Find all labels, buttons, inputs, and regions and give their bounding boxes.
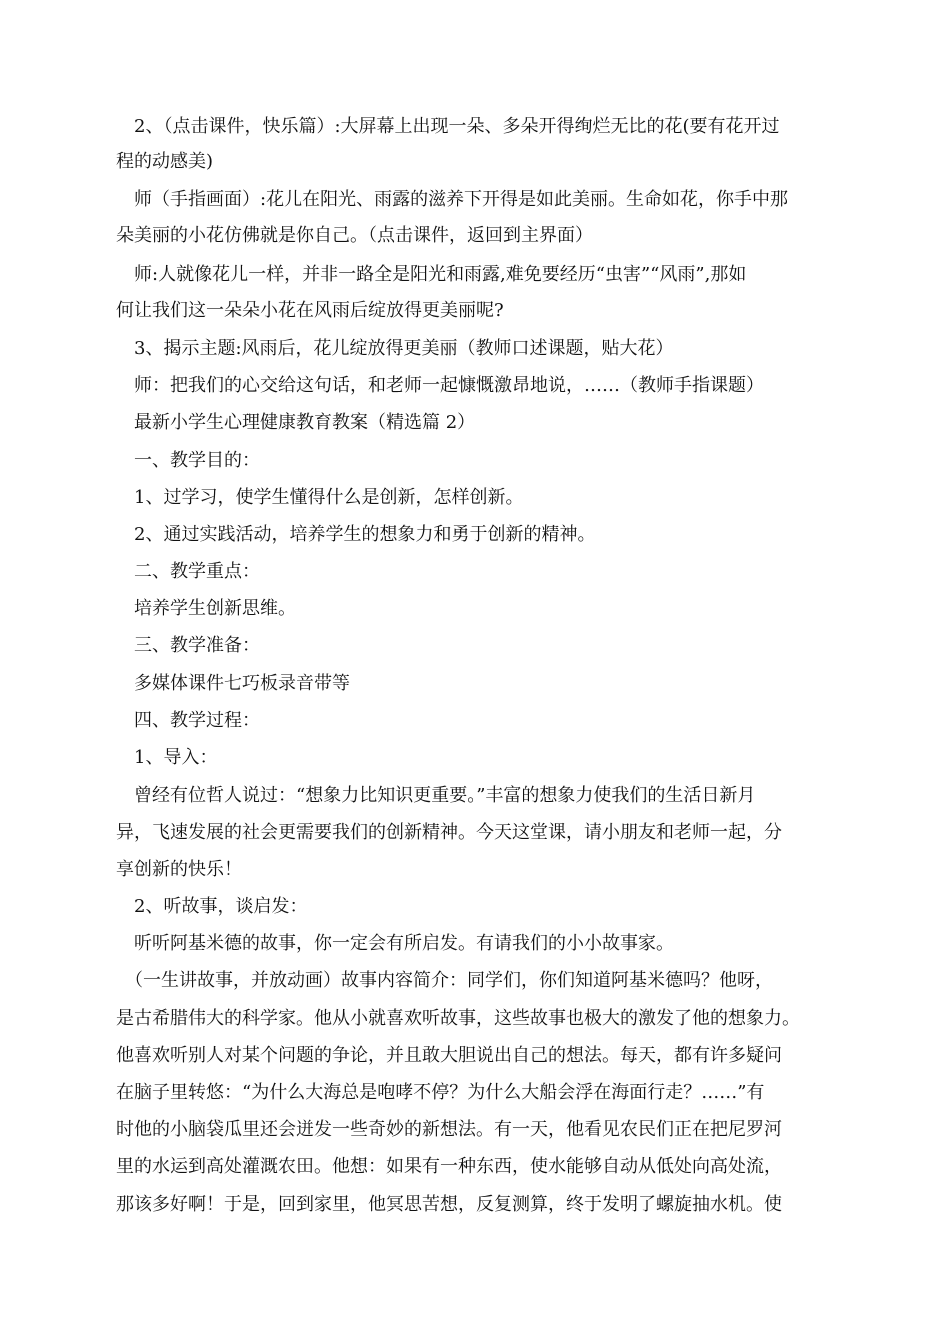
text-line: 享创新的快乐！: [116, 859, 242, 880]
text-line: 多媒体课件七巧板录音带等: [116, 673, 350, 694]
text-line: 异，飞速发展的社会更需要我们的创新精神。今天这堂课，请小朋友和老师一起，分: [116, 822, 782, 843]
text-line: 曾经有位哲人说过：“想象力比知识更重要。”丰富的想象力使我们的生活日新月: [116, 785, 756, 806]
text-line: 何让我们这一朵朵小花在风雨后绽放得更美丽呢?: [116, 300, 504, 321]
text-line: 里的水运到高处灌溉农田。他想：如果有一种东西，使水能够自动从低处向高处流，: [116, 1156, 782, 1177]
text-line: 那该多好啊！于是，回到家里，他冥思苦想，反复测算，终于发明了螺旋抽水机。使: [116, 1194, 782, 1215]
text-line: 在脑子里转悠：“为什么大海总是咆哮不停？为什么大船会浮在海面行走？……”有: [116, 1082, 765, 1103]
section-heading: 四、教学过程：: [116, 710, 260, 731]
text-line: 师：把我们的心交给这句话，和老师一起慷慨激昂地说，……（教师手指课题）: [116, 375, 764, 396]
section-heading: 三、教学准备：: [116, 635, 260, 656]
text-line: 是古希腊伟大的科学家。他从小就喜欢听故事，这些故事也极大的激发了他的想象力。: [116, 1008, 800, 1029]
text-line: 师（手指画面）:花儿在阳光、雨露的滋养下开得是如此美丽。生命如花，你手中那: [116, 189, 789, 210]
text-line: 程的动感美): [116, 151, 214, 172]
text-line: 时他的小脑袋瓜里还会迸发一些奇妙的新想法。有一天，他看见农民们正在把尼罗河: [116, 1119, 782, 1140]
text-line: 师:人就像花儿一样，并非一路全是阳光和雨露,难免要经历“虫害”“风雨”,那如: [116, 264, 747, 285]
text-line: 培养学生创新思维。: [116, 598, 296, 619]
text-line: （一生讲故事，并放动画）故事内容简介：同学们，你们知道阿基米德吗？他呀，: [116, 970, 773, 991]
text-line: 1、导入：: [116, 747, 218, 768]
text-line: 1、过学习，使学生懂得什么是创新，怎样创新。: [116, 487, 524, 508]
section-heading: 二、教学重点：: [116, 561, 260, 582]
section-heading: 一、教学目的：: [116, 450, 260, 471]
text-line: 2、听故事，谈启发：: [116, 896, 308, 917]
text-line: 听听阿基米德的故事，你一定会有所启发。有请我们的小小故事家。: [116, 933, 674, 954]
text-line: 2、（点击课件，快乐篇）:大屏幕上出现一朵、多朵开得绚烂无比的花(要有花开过: [116, 116, 780, 137]
text-line: 3、揭示主题:风雨后，花儿绽放得更美丽（教师口述课题，贴大花）: [116, 338, 674, 359]
text-line: 2、通过实践活动，培养学生的想象力和勇于创新的精神。: [116, 524, 596, 545]
section-heading: 最新小学生心理健康教育教案（精选篇 2）: [116, 412, 476, 433]
text-line: 朵美丽的小花仿佛就是你自己。（点击课件，返回到主界面）: [116, 225, 593, 246]
text-line: 他喜欢听别人对某个问题的争论，并且敢大胆说出自己的想法。每天，都有许多疑问: [116, 1045, 782, 1066]
